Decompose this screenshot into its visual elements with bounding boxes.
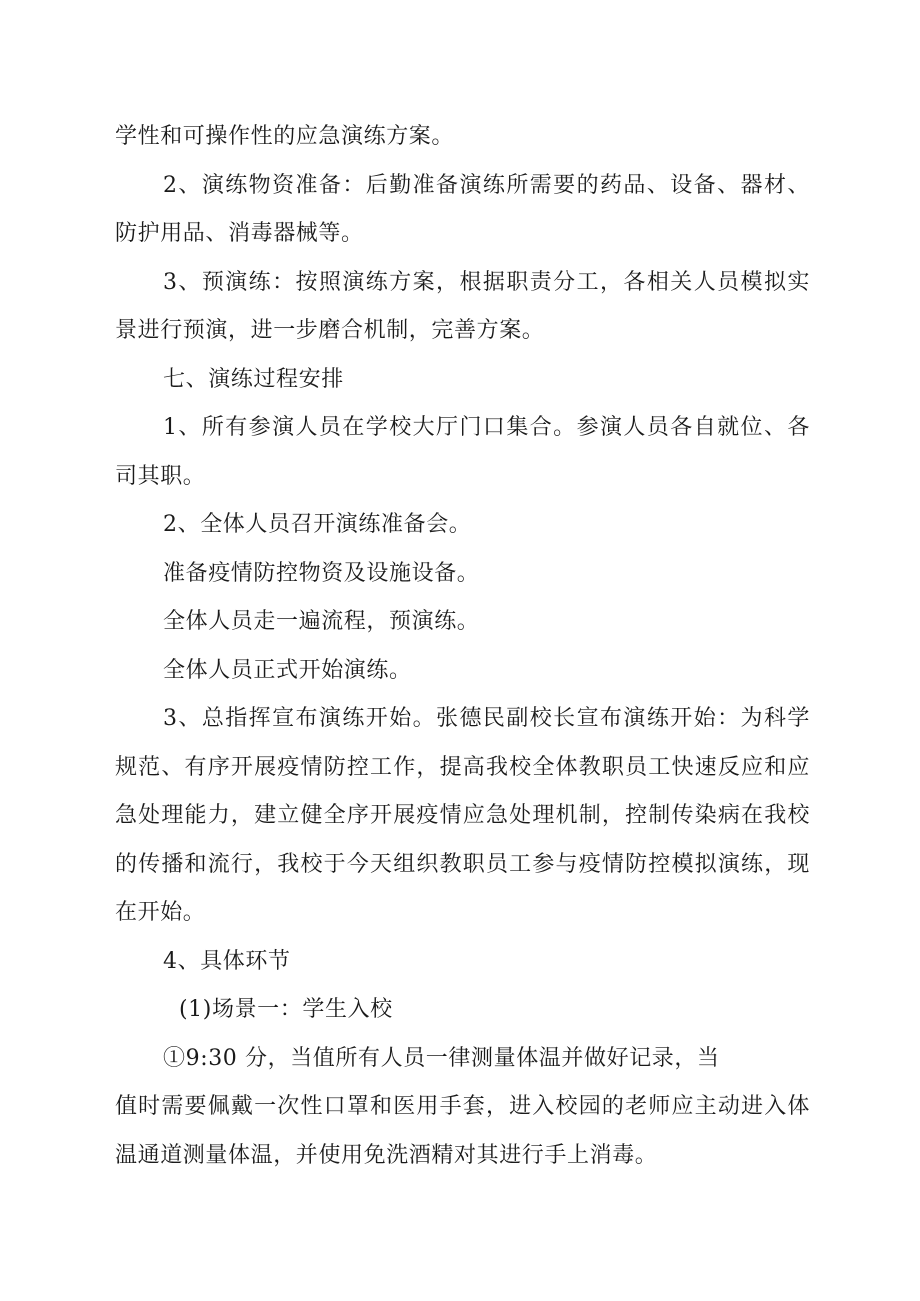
paragraph-temperature-start: ①9:30 分，当值所有人员一律测量体温并做好记录，当 <box>163 1045 720 1071</box>
paragraph-supplies: 2、演练物资准备：后勤准备演练所需要的药品、设备、器材、防护用品、消毒器械等。 <box>115 172 810 246</box>
paragraph-assembly: 1、所有参演人员在学校大厅门口集合。参演人员各自就位、各司其职。 <box>115 415 810 489</box>
paragraph-start: 全体人员正式开始演练。 <box>163 657 412 683</box>
section-heading-process: 七、演练过程安排 <box>163 366 344 392</box>
paragraph-meeting: 2、全体人员召开演练准备会。 <box>163 512 472 537</box>
document-body <box>115 113 810 1180</box>
paragraph-steps-heading: 4、具体环节 <box>163 948 291 974</box>
paragraph-scene-one: (1)场景一：学生入校 <box>179 997 393 1022</box>
paragraph-walkthrough: 全体人员走一遍流程，预演练。 <box>163 609 480 634</box>
paragraph-rehearsal: 3、预演练：按照演练方案，根据职责分工，各相关人员模拟实景进行预演，进一步磨合机制，完善方案。 <box>115 269 810 343</box>
paragraph-continuation: 学性和可操作性的应急演练方案。 <box>115 124 455 149</box>
paragraph-materials: 准备疫情防控物资及设施设备。 <box>163 560 480 586</box>
paragraph-announcement: 3、总指挥宣布演练开始。张德民副校长宣布演练开始：为科学规范、有序开展疫情防控工作，提高我校全体教职员工快速反应和应急处理能力，建立健全序开展疫情应急处理机制，控制传染病在我校的传播和流行，我校于今天组织教职员工参与疫情防控模拟演练，现在开始。 <box>115 706 810 925</box>
paragraph-temperature-rest: 值时需要佩戴一次性口罩和医用手套，进入校园的老师应主动进入体温通道测量体温，并使用免洗酒精对其进行手上消毒。 <box>115 1094 810 1168</box>
